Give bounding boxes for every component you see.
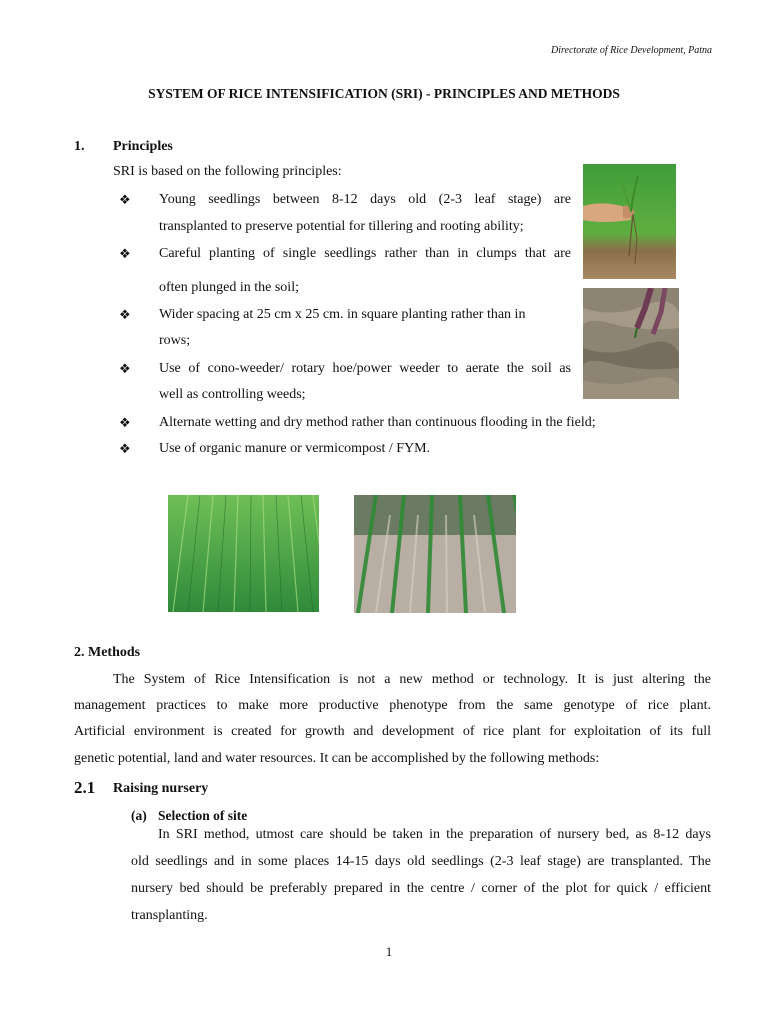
bullet-6-line-1: Use of organic manure or vermicompost / FYM. [159, 441, 431, 456]
section-2-1-para-line-4: transplanting. [131, 908, 208, 923]
bullet-2-line-1: Careful planting of single seedlings rather than in clumps that are [159, 246, 571, 261]
section-1-intro: SRI is based on the following principles: [113, 164, 342, 179]
bullet-3-line-2: rows; [159, 333, 191, 348]
document-title: SYSTEM OF RICE INTENSIFICATION (SRI) - PRINCIPLES AND METHODS [148, 86, 620, 101]
bullet-1-line-2: transplanted to preserve potential for tillering and rooting ability; [159, 219, 524, 234]
bullet-icon: ❖ [119, 361, 131, 376]
rice-field-rows-photo [168, 495, 319, 612]
section-2-para-line-3: Artificial environment is created for growth and development of rice plant for exploitation of its full [74, 724, 711, 739]
section-2-para-line-1: The System of Rice Intensification is not a new method or technology. It is just altering the [113, 672, 711, 687]
seedling-in-hand-photo [583, 164, 676, 279]
planting-in-soil-photo [583, 288, 679, 399]
section-2-para-line-2: management practices to make more productive phenotype from the same genotype of rice plant. [74, 698, 711, 713]
section-1-number: 1. [74, 139, 85, 154]
bullet-4-line-2: well as controlling weeds; [159, 387, 306, 402]
section-2-1-para-line-2: old seedlings and in some places 14-15 days old seedlings (2-3 leaf stage) are transplanted. The [131, 854, 711, 869]
bullet-icon: ❖ [119, 441, 131, 456]
section-1-heading: Principles [113, 139, 173, 154]
section-2-1-number: 2.1 [74, 778, 96, 797]
section-2-1-heading: Raising nursery [113, 781, 209, 796]
section-2-1-para-line-3: nursery bed should be preferably prepared in the centre / corner of the plot for quick / efficient [131, 881, 711, 896]
bullet-icon: ❖ [119, 246, 131, 261]
subsection-a-label: (a) [131, 808, 147, 823]
bullet-4-line-1: Use of cono-weeder/ rotary hoe/power weeder to aerate the soil as [159, 361, 571, 376]
section-2-1-para-line-1: In SRI method, utmost care should be taken in the preparation of nursery bed, as 8-12 days [158, 827, 711, 842]
header-note: Directorate of Rice Development, Patna [551, 45, 712, 56]
section-2-heading: 2. Methods [74, 645, 141, 660]
bullet-icon: ❖ [119, 415, 131, 430]
bullet-2-line-2: often plunged in the soil; [159, 280, 299, 295]
transplanted-field-photo [354, 495, 516, 613]
bullet-3-line-1: Wider spacing at 25 cm x 25 cm. in square planting rather than in [159, 307, 526, 322]
bullet-5-line-1: Alternate wetting and dry method rather than continuous flooding in the field; [159, 415, 596, 430]
bullet-1-line-1: Young seedlings between 8-12 days old (2-3 leaf stage) are [159, 192, 571, 207]
page-number: 1 [385, 944, 393, 959]
bullet-icon: ❖ [119, 192, 131, 207]
subsection-a-heading: Selection of site [158, 808, 248, 823]
section-2-para-line-4: genetic potential, land and water resources. It can be accomplished by the following methods: [74, 751, 600, 766]
bullet-icon: ❖ [119, 307, 131, 322]
